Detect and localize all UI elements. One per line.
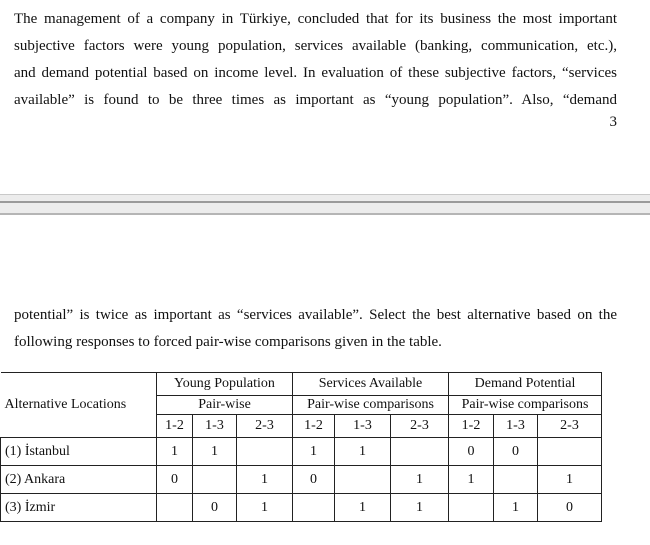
value-cell [335, 466, 391, 494]
pair-header: 1-2 [157, 415, 193, 438]
value-cell: 1 [293, 438, 335, 466]
value-cell [538, 438, 602, 466]
page-break-divider [0, 194, 650, 215]
row-header-label: Alternative Locations [4, 397, 127, 412]
table-row [1, 494, 602, 522]
value-cell [391, 438, 449, 466]
paragraph-line: and demand potential based on income level. In evaluation of these subjective factors, “services [14, 65, 617, 81]
paragraph-line: available” is found to be three times as important as “young population”. Also, “demand [14, 92, 617, 108]
factor-header: Demand Potential [449, 373, 602, 396]
pair-header: 1-3 [494, 415, 538, 438]
pair-header: 1-3 [335, 415, 391, 438]
value-cell: 1 [391, 466, 449, 494]
table-row [1, 466, 602, 494]
value-cell: 1 [538, 466, 602, 494]
value-cell [193, 466, 237, 494]
factor-header: Services Available [293, 373, 449, 396]
value-cell: 0 [538, 494, 602, 522]
pair-header: 2-3 [237, 415, 293, 438]
paragraph-line: The management of a company in Türkiye, concluded that for its business the most important [14, 11, 617, 27]
value-cell: 1 [335, 438, 391, 466]
problem-paragraph-2 [14, 302, 617, 356]
factor-subheader: Pair-wise comparisons [293, 396, 449, 415]
paragraph-line: subjective factors were young population, services available (banking, communication, etc.), [14, 38, 617, 54]
value-cell: 0 [449, 438, 494, 466]
value-cell: 0 [494, 438, 538, 466]
factor-subheader: Pair-wise [157, 396, 293, 415]
value-cell: 1 [494, 494, 538, 522]
pair-header: 1-3 [193, 415, 237, 438]
factor-subheader: Pair-wise comparisons [449, 396, 602, 415]
problem-paragraph-1 [14, 6, 617, 114]
value-cell: 1 [237, 494, 293, 522]
row-header-cell [1, 373, 157, 438]
pair-header: 1-2 [449, 415, 494, 438]
value-cell: 0 [293, 466, 335, 494]
table-row [1, 438, 602, 466]
value-cell: 0 [157, 466, 193, 494]
location-cell: (3) İzmir [1, 494, 157, 522]
pair-header: 2-3 [391, 415, 449, 438]
value-cell: 1 [335, 494, 391, 522]
value-cell: 1 [391, 494, 449, 522]
value-cell: 1 [157, 438, 193, 466]
value-cell: 1 [193, 438, 237, 466]
value-cell: 1 [237, 466, 293, 494]
value-cell: 0 [193, 494, 237, 522]
location-cell: (2) Ankara [1, 466, 157, 494]
value-cell [237, 438, 293, 466]
pair-header: 2-3 [538, 415, 602, 438]
value-cell: 1 [449, 466, 494, 494]
location-cell: (1) İstanbul [1, 438, 157, 466]
paragraph-line: following responses to forced pair-wise comparisons given in the table. [14, 334, 442, 350]
pair-header: 1-2 [293, 415, 335, 438]
pairwise-comparison-table [0, 372, 602, 522]
factor-header: Young Population [157, 373, 293, 396]
paragraph-line: potential” is twice as important as “services available”. Select the best alternative based on the [14, 307, 617, 323]
page-number: 3 [609, 114, 617, 130]
value-cell [157, 494, 193, 522]
value-cell [494, 466, 538, 494]
value-cell [293, 494, 335, 522]
value-cell [449, 494, 494, 522]
